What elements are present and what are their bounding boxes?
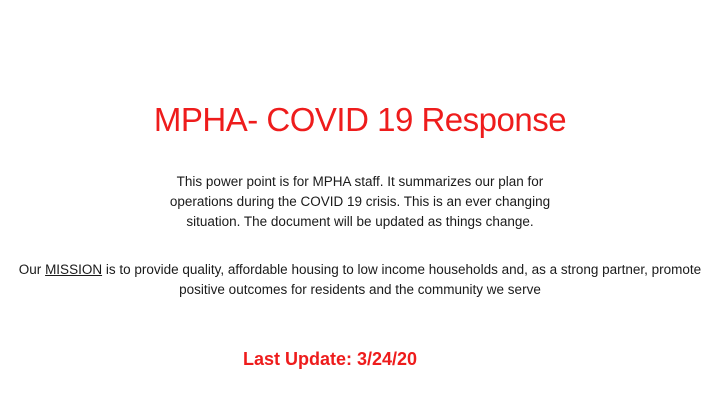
slide-title: MPHA- COVID 19 Response	[153, 101, 567, 138]
mission-statement	[18, 260, 702, 300]
last-update: Last Update: 3/24/20	[242, 349, 418, 369]
mission-prefix: Our	[18, 262, 46, 277]
mission-keyword: MISSION	[45, 262, 103, 277]
slide-subtitle: This power point is for MPHA staff. It summarizes our plan for operations during the COVID 19 crisis. This is an ever changing situation. The document will be updated as things change.	[169, 174, 551, 229]
mission-text: is to provide quality, affordable housing to low income households and, as a strong partner, promote positive outcomes for residents and the community we serve	[102, 262, 702, 297]
